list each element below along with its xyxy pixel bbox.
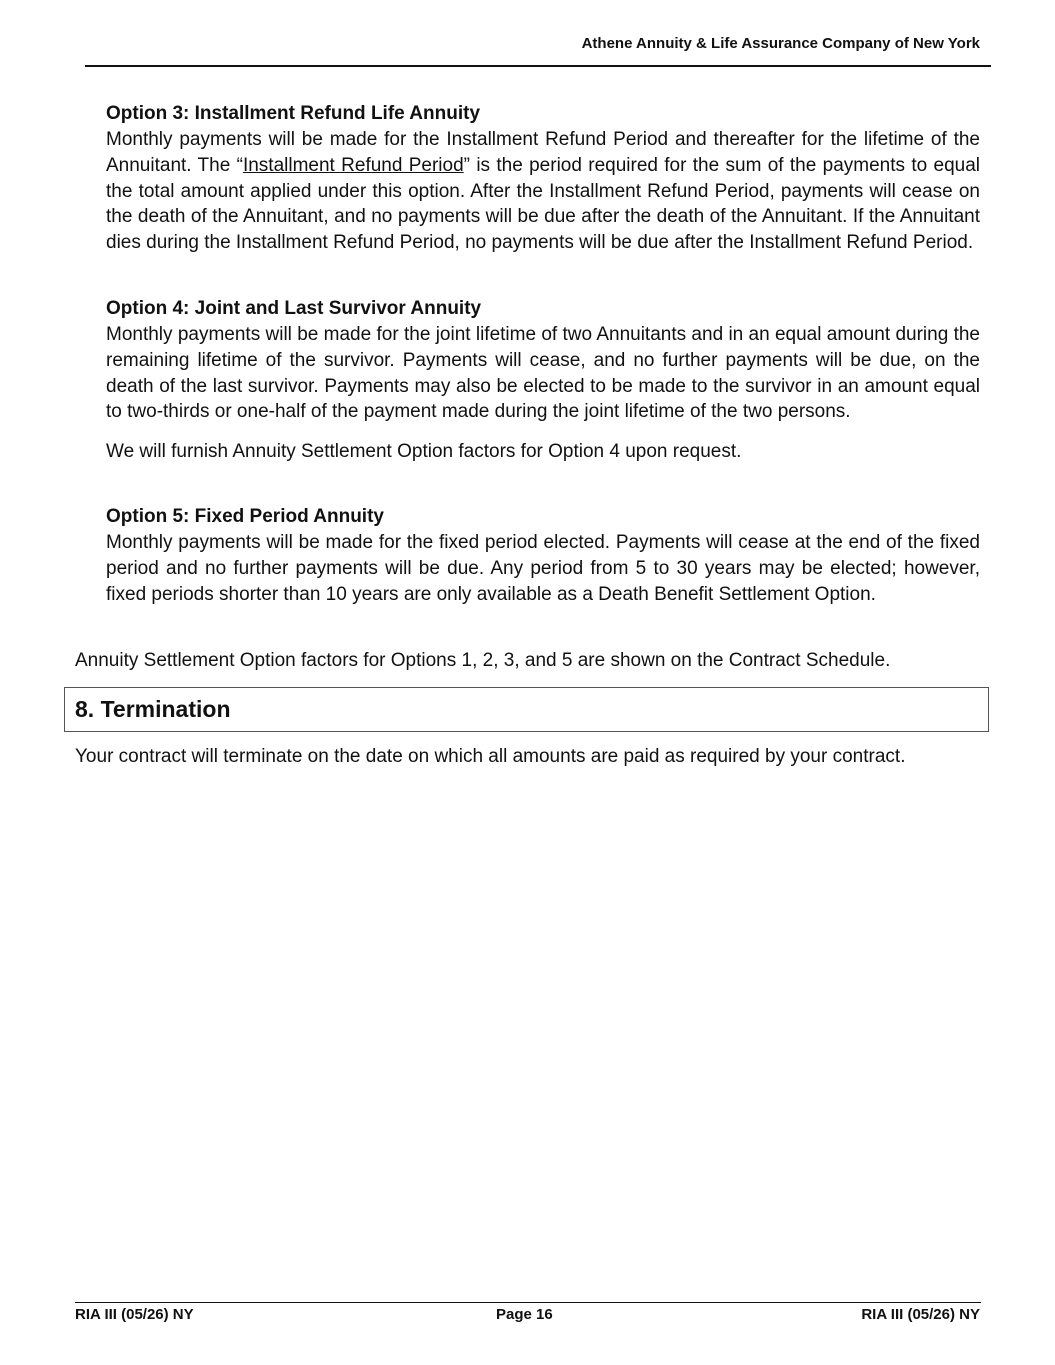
option-3-body (106, 127, 980, 256)
footer-form-number-left: RIA III (05/26) NY (75, 1306, 194, 1323)
section-heading-box (64, 687, 989, 732)
option-4-note: We will furnish Annuity Settlement Option factors for Option 4 upon request. (106, 441, 742, 463)
option-4-block (106, 296, 980, 465)
section-heading (75, 696, 231, 723)
footer-divider (75, 1302, 981, 1303)
termination-body: Your contract will terminate on the date on which all amounts are paid as required by your contract. (75, 746, 906, 767)
option-4-title: Option 4: Joint and Last Survivor Annuity (106, 298, 482, 319)
option-4-body: Monthly payments will be made for the joint lifetime of two Annuitants and in an equal amount during the remaining lifetime of the survivor. Payments will cease, and no further payments will be due, on the death of the last survivor. Payments may also be elected to be made to the survivor in an amount equal to two-thirds or one-half of the payment made during the joint lifetime of the two persons. (106, 324, 980, 423)
option-3-block (106, 101, 980, 256)
option-3-title: Option 3: Installment Refund Life Annuity (106, 103, 481, 124)
header-company-name: Athene Annuity & Life Assurance Company of New York (581, 35, 980, 52)
factors-note: Annuity Settlement Option factors for Options 1, 2, 3, and 5 are shown on the Contract Schedule. (75, 650, 891, 671)
option-5-block (106, 504, 980, 607)
option-3-body-part1: Monthly payments will be made for the Installment Refund Period and thereafter for the lifetime of the Annuitant. The “ (106, 129, 980, 176)
option-5-body: Monthly payments will be made for the fixed period elected. Payments will cease at the end of the fixed period and no further payments will be due. Any period from 5 to 30 years may be elected; however, fixed periods shorter than 10 years are only available as a Death Benefit Settlement Option. (106, 532, 980, 605)
footer-form-number-right: RIA III (05/26) NY (861, 1306, 980, 1323)
option-5-title: Option 5: Fixed Period Annuity (106, 506, 384, 527)
section-number: 8. (75, 696, 95, 722)
defined-term-installment-refund-period: Installment Refund Period (242, 154, 464, 176)
option-3-body-part2: ” is the period required for the sum of the payments to equal the total amount applied under this option. After the Installment Refund Period, payments will cease on the death of the Annuitant, and no payments will be due after the death of the Annuitant. If the Annuitant dies during the Installment Refund Period, no payments will be due after the Installment Refund Period. (106, 154, 981, 254)
header-divider (85, 65, 991, 67)
footer-page-number: Page 16 (496, 1306, 553, 1323)
section-title: Termination (100, 696, 231, 722)
